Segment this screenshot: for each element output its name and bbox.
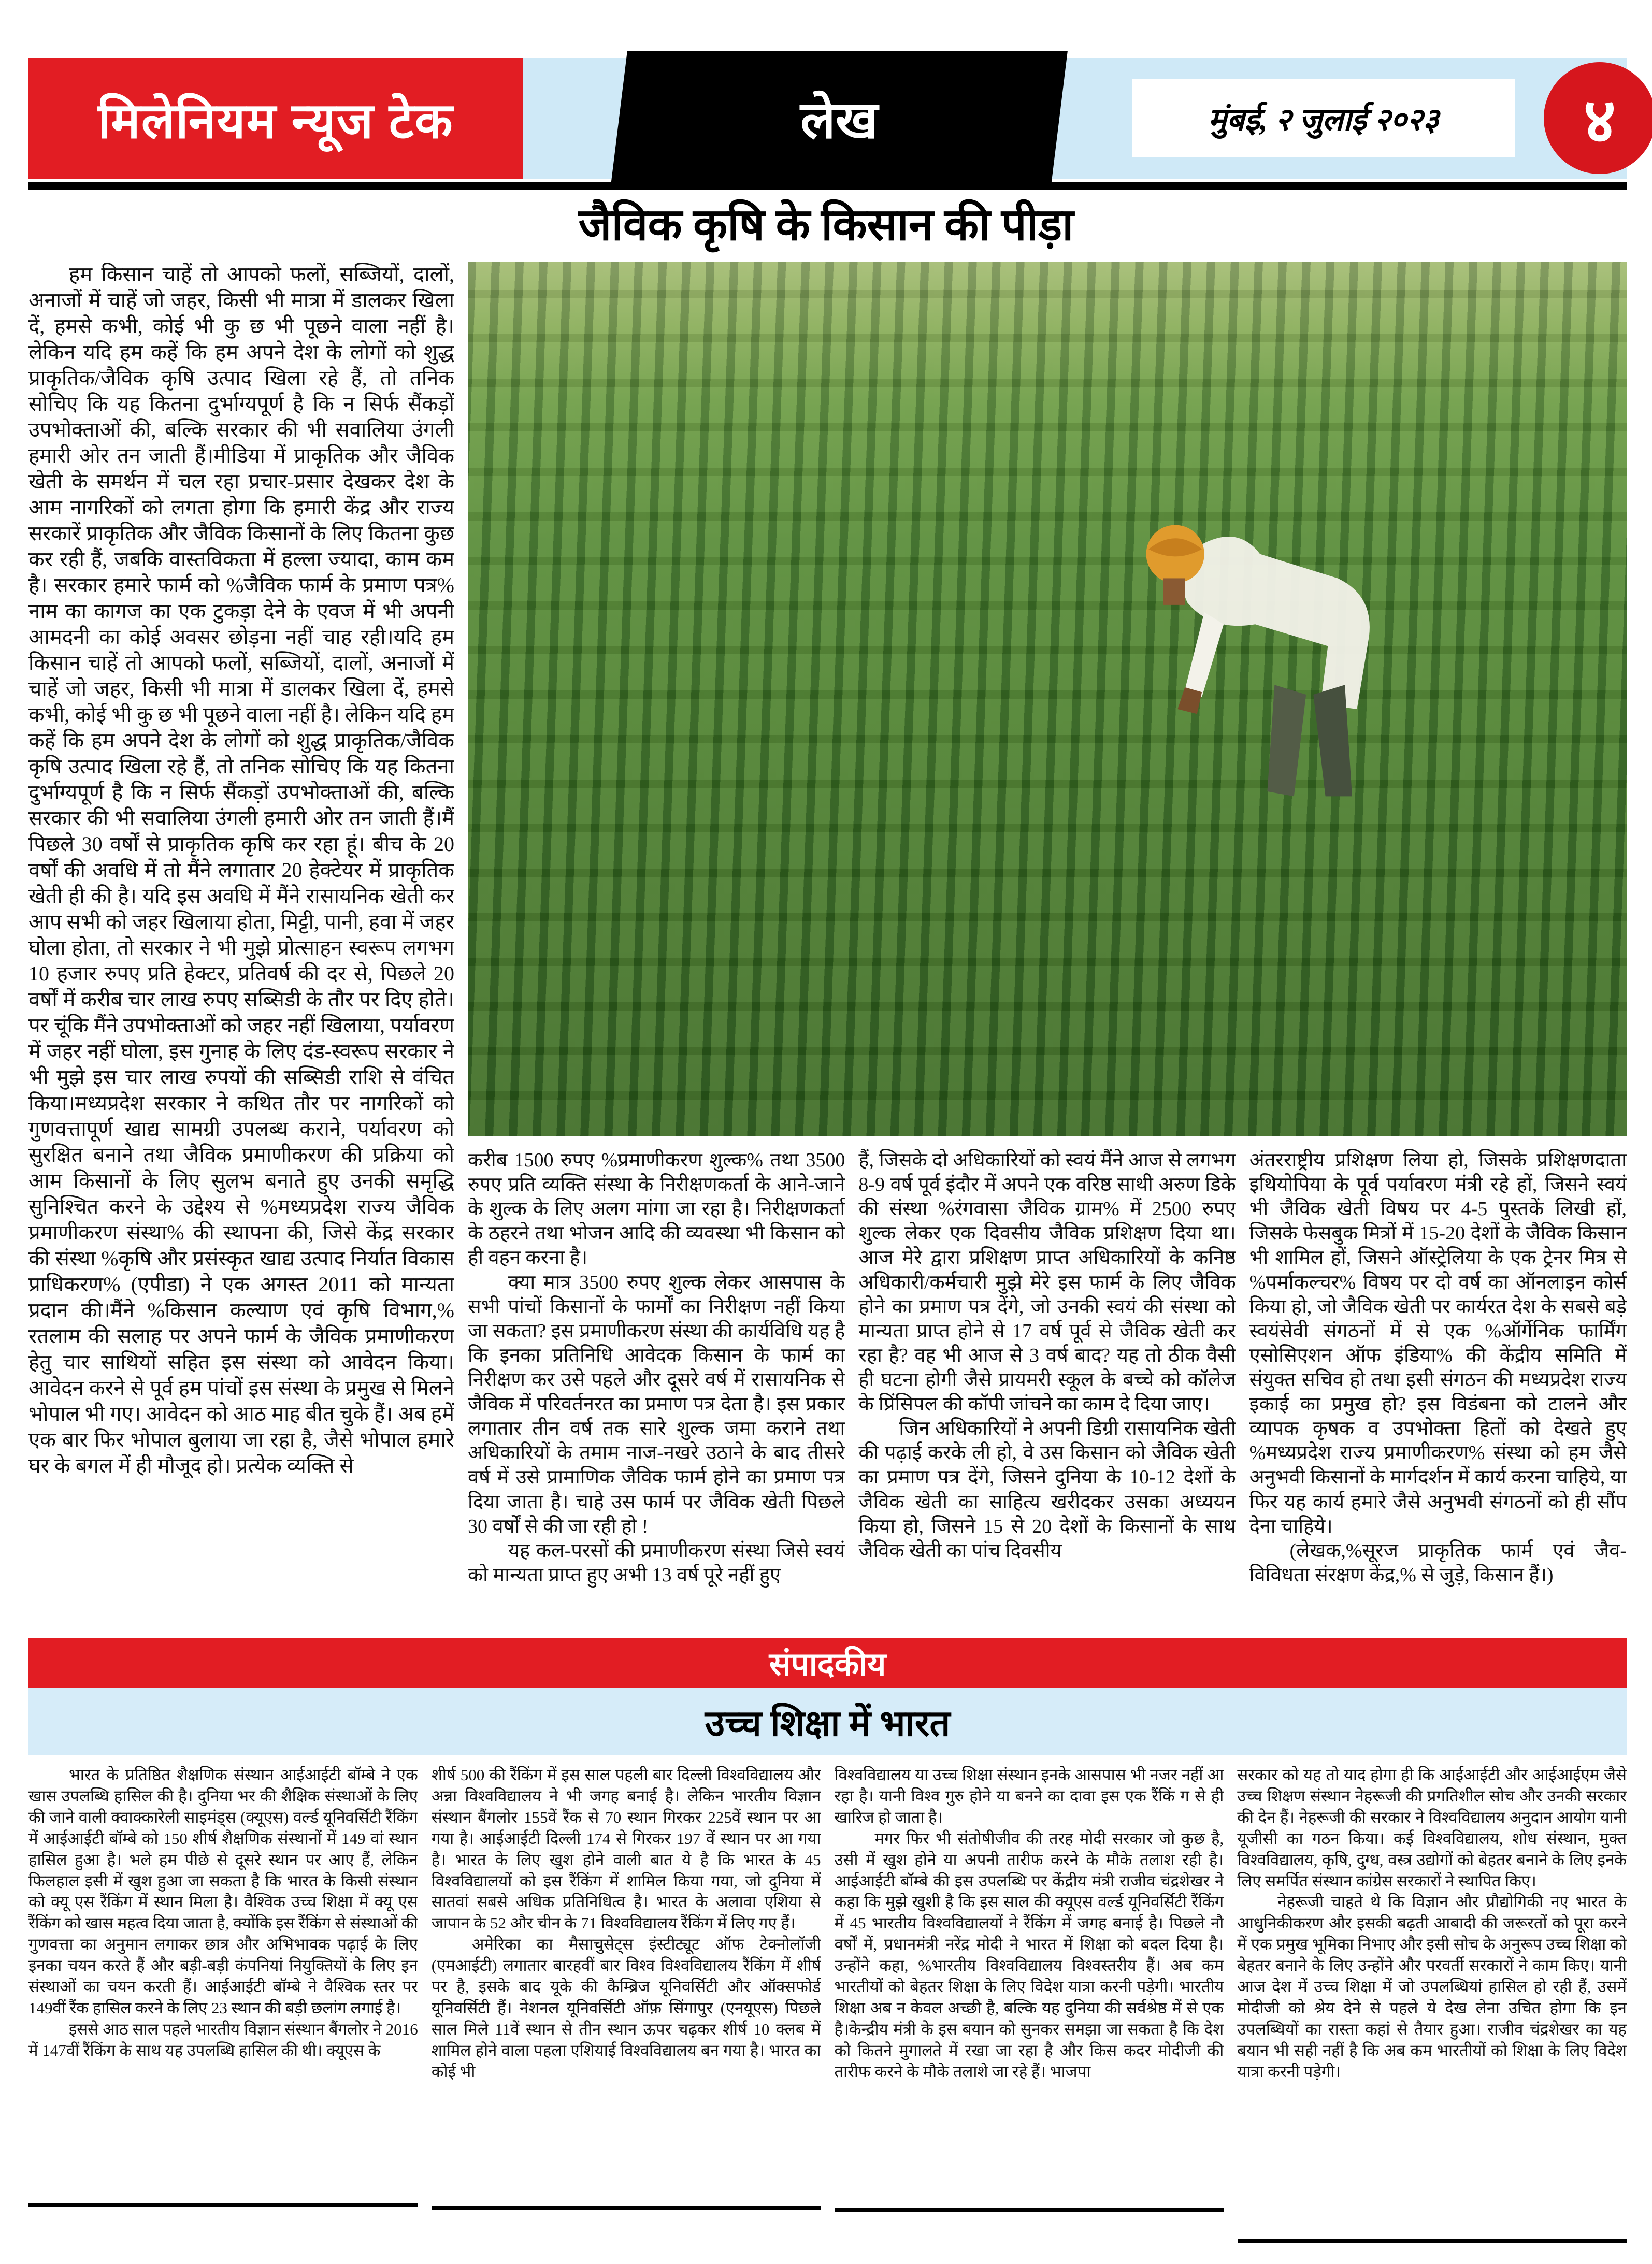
editorial-column-2 xyxy=(432,1765,821,2257)
article-column-1 xyxy=(28,262,454,1633)
editorial-headline-band xyxy=(28,1688,1627,1755)
article-paragraph: शीर्ष 500 की रैंकिंग में इस साल पहली बार दिल्ली विश्वविद्यालय और अन्ना विश्वविद्यालय ने भी जगह बनाई है। लेकिन भारतीय विज्ञान संस्थान बैंगलोर 155वें रैंक से 70 स्थान गिरकर 225वें स्थान पर आ गया है। आईआईटी दिल्ली 174 से गिरकर 197 वें स्थान पर आ गया है। भारत के लिए खुश होने वाली बात ये है कि भारत के 45 विश्वविद्यालयों को इस रैंकिंग में शामिल किया गया, जो दुनिया में सातवां सबसे अधिक प्रतिनिधित्व है। भारत के अलावा एशिया से जापान के 52 और चीन के 71 विश्वविद्यालय रैंकिंग में लिए गए हैं। xyxy=(431,1766,821,1933)
paper-name: मिलेनियम न्यूज टेक xyxy=(98,93,454,149)
editorial-column-3 xyxy=(835,1765,1224,2257)
article-paragraph: क्या मात्र 3500 रुपए शुल्क लेकर आसपास के सभी पांचों किसानों के फार्मों का निरीक्षण नहीं किया जा सकता? इस प्रमाणीकरण संस्था की कार्यविधि यह है कि इनका प्रतिनिधि आवेदक किसान के फार्म का निरीक्षण कर उसे पहले और दूसरे वर्ष में रासायनिक से जैविक में परिवर्तनरत का प्रमाण पत्र देता है। इस प्रकार लगातार तीन वर्ष तक सारे शुल्क जमा कराने तथा अधिकारियों के तमाम नाज-नखरे उठाने के बाद तीसरे वर्ष में उसे प्रामाणिक जैविक फार्म होने का प्रमाण पत्र दिया जाता है। चाहे उस फार्म पर जैविक खेती पिछले 30 वर्षों से की जा रही हो ! xyxy=(468,1271,845,1537)
section-label: लेख xyxy=(800,91,878,149)
article-paragraph: हम किसान चाहें तो आपको फलों, सब्जियों, दालों, अनाजों में चाहें जो जहर, किसी भी मात्रा में डालकर खिला दें, हमसे कभी, कोई भी कु छ भी पूछने वाला नहीं है। लेकिन यदि हम कहें कि हम अपने देश के लोगों को शुद्ध प्राकृतिक/जैविक कृषि उत्पाद खिला रहे हैं, तो तनिक सोचिए कि यह कितना दुर्भाग्यपूर्ण है कि न सिर्फ सैंकड़ों उपभोक्ताओं की, बल्कि सरकार की भी सवालिया उंगली हमारी ओर तन जाती हैं।मीडिया में प्राकृतिक और जैविक खेती के समर्थन में चल रहा प्रचार-प्रसार देखकर देश के आम नागरिकों को लगता होगा कि हमारी केंद्र और राज्य सरकारें प्राकृतिक और जैविक किसानों के लिए कितना कुछ कर रही हैं, जबकि वास्तविकता में हल्ला ज्यादा, काम कम है। सरकार हमारे फार्म को %जैविक फार्म के प्रमाण पत्र% नाम का कागज का एक टुकड़ा देने के एवज में भी अपनी आमदनी का कोई अवसर छोड़ना नहीं चाह रही।यदि हम किसान चाहें तो आपको फलों, सब्जियों, दालों, अनाजों में चाहें जो जहर, किसी भी मात्रा में डालकर खिला दें, हमसे कभी, कोई भी कु छ भी पूछने वाला नहीं है। लेकिन यदि हम कहें कि हम अपने देश के लोगों को शुद्ध प्राकृतिक/जैविक कृषि उत्पाद खिला रहे हैं, तो तनिक सोचिए कि यह कितना दुर्भाग्यपूर्ण है कि न सिर्फ सैंकड़ों उपभोक्ताओं की, बल्कि सरकार की भी सवालिया उंगली हमारी ओर तन जाती हैं।मैं पिछले 30 वर्षों से प्राकृतिक कृषि कर रहा हूं। बीच के 20 वर्षों की अवधि में तो मैंने लगातार 20 हेक्टेयर में प्राकृतिक खेती ही की है। यदि इस अवधि में मैंने रासायनिक खेती कर आप सभी को जहर खिलाया होता, मिट्टी, पानी, हवा में जहर घोला होता, तो सरकार ने भी मुझे प्रोत्साहन स्वरूप लगभग 10 हजार रुपए प्रति हेक्टर, प्रतिवर्ष की दर से, पिछले 20 वर्षों में करीब चार लाख रुपए सब्सिडी के तौर पर दिए होते। पर चूंकि मैंने उपभोक्ताओं को जहर नहीं खिलाया, पर्यावरण में जहर नहीं घोला, इस गुनाह के लिए दंड-स्वरूप सरकार ने भी मुझे इस चार लाख रुपयों की सब्सिडी राशि से वंचित किया।मध्यप्रदेश सरकार ने कथित तौर पर नागरिकों को गुणवत्तापूर्ण खाद्य सामग्री उपलब्ध कराने, पर्यावरण को सुरक्षित बनाने तथा जैविक प्रमाणीकरण की प्रक्रिया को आम किसानों के लिए सुलभ बनाते हुए उनकी समृद्धि सुनिश्चित करने के उद्देश्य से %मध्यप्रदेश राज्य जैविक प्रमाणीकरण संस्था% की स्थापना की, जिसे केंद्र सरकार की संस्था %कृषि और प्रसंस्कृत खाद्य उत्पाद निर्यात विकास प्राधिकरण% (एपीडा) ने एक अगस्त 2011 को मान्यता प्रदान की।मैंने %किसान कल्याण एवं कृषि विभाग,% रतलाम की सलाह पर अपने फार्म के जैविक प्रमाणीकरण हेतु चार साथियों सहित इस संस्था को आवेदन किया। आवेदन करने से पूर्व हम पांचों इस संस्था के प्रमुख से मिलने भोपाल भी गए। आवेदन को आठ माह बीत चुके हैं। अब हमें एक बार फिर भोपाल बुलाया जा रहा है, जैसे भोपाल हमारे घर के बगल में ही मौजूद हो। प्रत्येक व्यक्ति से xyxy=(28,263,454,1477)
article-column-3 xyxy=(858,1148,1236,1633)
article-paragraph: (लेखक,%सूरज प्राकृतिक फार्म एवं जैव-विविधता संरक्षण केंद्र,% से जुड़े, किसान हैं।) xyxy=(1249,1539,1627,1586)
article-paragraph: करीब 1500 रुपए %प्रमाणीकरण शुल्क% तथा 3500 रुपए प्रति व्यक्ति संस्था के निरीक्षणकर्ता के आने-जाने के शुल्क के लिए अलग मांगा जा रहा है। निरीक्षणकर्ता के ठहरने तथा भोजन आदि की व्यवस्था भी किसान को ही वहन करना है। xyxy=(468,1149,845,1269)
column-end-rule xyxy=(28,2203,418,2207)
column-end-rule xyxy=(1238,2239,1627,2243)
article-paragraph: भारत के प्रतिष्ठित शैक्षणिक संस्थान आईआईटी बॉम्बे ने एक खास उपलब्धि हासिल की है। दुनिया भर की शैक्षिक संस्थाओं के लिए की जाने वाली क्वाक्कारेली साइमंड्स (क्यूएस) वर्ल्ड यूनिवर्सिटी रैंकिंग में आईआईटी बॉम्बे को 150 शीर्ष शैक्षणिक संस्थानों में 149 वां स्थान हासिल हुआ है। भले हम पीछे से दूसरे स्थान पर आए हैं, लेकिन फिलहाल इसी में खुश हुआ जा सकता है कि भारत के किसी संस्थान को क्यू एस रैंकिंग में स्थान मिला है। वैश्विक उच्च शिक्षा में क्यू एस रैंकिंग को खास महत्व दिया जाता है, क्योंकि इस रैंकिंग से संस्थाओं की गुणवत्ता का अनुमान लगाकर छात्र और अभिभावक पढ़ाई के लिए इनका चयन करते हैं और बड़ी-बड़ी कंपनियां नियुक्तियों के लिए इन संस्थाओं का चयन करती हैं। आईआईटी बॉम्बे ने वैश्विक स्तर पर 149वीं रैंक हासिल करने के लिए 23 स्थान की बड़ी छलांग लगाई है। xyxy=(28,1766,418,2017)
article-paragraph: यह कल-परसों की प्रमाणीकरण संस्था जिसे स्वयं को मान्यता प्राप्त हुए अभी 13 वर्ष पूरे नहीं हुए xyxy=(468,1539,845,1586)
page-number: ४ xyxy=(1583,86,1616,155)
main-article xyxy=(28,262,1627,1633)
article-right-area xyxy=(468,262,1627,1633)
paper-name-box xyxy=(28,58,523,179)
column-end-rule xyxy=(835,2208,1224,2212)
article-paragraph: सरकार को यह तो याद होगा ही कि आईआईटी और आईआईएम जैसे उच्च शिक्षण संस्थान नेहरूजी की प्रगतिशील सोच और उनकी सरकार की देन हैं। नेहरूजी की सरकार ने विश्वविद्यालय अनुदान आयोग यानी यूजीसी का गठन किया। कई विश्वविद्यालय, शोध संस्थान, मुक्त विश्वविद्यालय, कृषि, दुग्ध, वस्त्र उद्योगों को बेहतर बनाने के लिए इनके लिए समर्पित संस्थान कांग्रेस सरकारों ने स्थापित किए। xyxy=(1237,1766,1627,1890)
article-photo xyxy=(468,262,1627,1136)
article-column-4 xyxy=(1249,1148,1627,1633)
column-end-rule xyxy=(432,2206,821,2210)
farmer-figure xyxy=(955,384,1488,909)
masthead-divider xyxy=(28,182,1627,190)
date-line: मुंबई, २ जुलाई २०२३ xyxy=(1208,103,1439,137)
article-paragraph: हैं, जिसके दो अधिकारियों को स्वयं मैंने आज से लगभग 8-9 वर्ष पूर्व इंदौर में अपने एक वरिष्ठ साथी अरुण डिके की संस्था %रंगवासा जैविक ग्राम% में 2500 रुपए शुल्क लेकर एक दिवसीय जैविक प्रशिक्षण दिया था। आज मेरे द्वारा प्रशिक्षण प्राप्त अधिकारियों के कनिष्ठ अधिकारी/कर्मचारी मुझे मेरे इस फार्म के लिए जैविक होने का प्रमाण पत्र देंगे, जो उनकी स्वयं की संस्था को मान्यता प्राप्त होने से 17 वर्ष पूर्व से जैविक खेती कर रहा है? वह भी आज से 3 वर्ष बाद? यह तो ठीक वैसी ही घटना होगी जैसे प्रायमरी स्कूल के बच्चे को कॉलेज के प्रिंसिपल की कॉपी जांचने का काम दे दिया जाए। xyxy=(858,1149,1236,1416)
date-box xyxy=(1132,79,1515,157)
article-paragraph: जिन अधिकारियों ने अपनी डिग्री रासायनिक खेती की पढ़ाई करके ली हो, वे उस किसान को जैविक खेती का प्रमाण पत्र देंगे, जिसने दुनिया के 10-12 देशों के जैविक खेती का साहित्य खरीदकर उसका अध्ययन किया हो, जिसने 15 से 20 देशों के किसानों के साथ जैविक खेती का पांच दिवसीय xyxy=(858,1418,1236,1562)
editorial-bar xyxy=(28,1638,1627,1688)
article-paragraph: अंतरराष्ट्रीय प्रशिक्षण लिया हो, जिसके प्रशिक्षणदाता इथियोपिया के पूर्व पर्यावरण मंत्री रहे हों, जिसने स्वयं भी जैविक खेती विषय पर 4-5 पुस्तकें लिखी हों, जिसके फेसबुक मित्रों में 15-20 देशों के जैविक किसान भी शामिल हों, जिसने ऑस्ट्रेलिया के एक ट्रेनर मित्र से %पर्माकल्चर% विषय पर दो वर्ष का ऑनलाइन कोर्स किया हो, जो जैविक खेती पर कार्यरत देश के सबसे बड़े स्वयंसेवी संगठनों में से एक %ऑर्गेनिक फार्मिंग एसोसिएशन ऑफ इंडिया% की केंद्रीय समिति में संयुक्त सचिव हो तथा इसी संगठन की मध्यप्रदेश राज्य इकाई का प्रमुख हो? इस विडंबना को टालने और व्यापक कृषक व उपभोक्ता हितों को देखते हुए %मध्यप्रदेश राज्य प्रमाणीकरण% संस्था को हम जैसे अनुभवी किसानों के मार्गदर्शन में कार्य करना चाहिये, या फिर यह कार्य हमारे जैसे अनुभवी संगठनों को ही सौंप देना चाहिये। xyxy=(1249,1149,1627,1537)
editorial-column-4 xyxy=(1237,1765,1627,2257)
article-paragraph: अमेरिका का मैसाचुसेट्स इंस्टीट्यूट ऑफ टेक्नोलॉजी (एमआईटी) लगातार बारहवीं बार विश्व विश्वविद्यालय रैंकिंग में शीर्ष पर है, इसके बाद यूके की कैम्ब्रिज यूनिवर्सिटी और ऑक्सफोर्ड यूनिवर्सिटी हैं। नेशनल यूनिवर्सिटी ऑफ़ सिंगापुर (एनयूएस) पिछले साल मिले 11वें स्थान से तीन स्थान ऊपर चढ़कर शीर्ष 10 क्लब में शामिल होने वाला पहला एशियाई विश्वविद्यालय बन गया है। भारत का कोई भी xyxy=(431,1935,821,2081)
section-flag xyxy=(611,51,1068,185)
article-lower-columns xyxy=(468,1148,1627,1633)
masthead xyxy=(28,58,1627,179)
editorial-columns xyxy=(28,1765,1627,2257)
editorial-headline: उच्च शिक्षा में भारत xyxy=(705,1704,951,1744)
editorial-column-1 xyxy=(28,1765,418,2257)
article-headline: जैविक कृषि के किसान की पीड़ा xyxy=(578,200,1074,250)
article-column-2 xyxy=(468,1148,845,1633)
article-paragraph: नेहरूजी चाहते थे कि विज्ञान और प्रौद्योगिकी नए भारत के आधुनिकीकरण और इसकी बढ़ती आबादी की जरूरतों को पूरा करने में एक प्रमुख भूमिका निभाए और इसी सोच के अनुरूप उच्च शिक्षा को बेहतर बनाने के लिए उन्होंने और परवर्ती सरकारों ने काम किए। यानी आज देश में उच्च शिक्षा में जो उपलब्धियां हासिल हो रही हैं, उसमें मोदीजी को श्रेय देने से पहले ये देख लेना उचित होगा कि इन उपलब्धियों का रास्ता कहां से तैयार हुआ। राजीव चंद्रशेखर का यह बयान भी सही नहीं है कि अब कम भारतीयों को शिक्षा के लिए विदेश यात्रा करनी पड़ेगी। xyxy=(1237,1893,1627,2081)
article-paragraph: इससे आठ साल पहले भारतीय विज्ञान संस्थान बैंगलोर ने 2016 में 147वीं रैंकिंग के साथ यह उपलब्धि हासिल की थी। क्यूएस के xyxy=(28,2020,418,2059)
article-paragraph: मगर फिर भी संतोषीजीव की तरह मोदी सरकार जो कुछ है, उसी में खुश होने या अपनी तारीफ करने के मौके तलाश रही है। आईआईटी बॉम्बे की इस उपलब्धि पर केंद्रीय मंत्री राजीव चंद्रशेखर ने कहा कि मुझे खुशी है कि इस साल की क्यूएस वर्ल्ड यूनिवर्सिटी रैंकिंग में 45 भारतीय विश्वविद्यालयों ने रैंकिंग में जगह बनाई है। पिछले नौ वर्षों में, प्रधानमंत्री नरेंद्र मोदी ने भारत में शिक्षा को बदल दिया है। उन्होंने कहा, %भारतीय विश्वविद्यालय विश्वस्तरीय हैं। अब कम भारतीयों को बेहतर शिक्षा के लिए विदेश यात्रा करनी पड़ेगी। भारतीय शिक्षा अब न केवल अच्छी है, बल्कि यह दुनिया की सर्वश्रेष्ठ में से एक है।केन्द्रीय मंत्री के इस बयान को सुनकर समझा जा सकता है कि देश को कितने मुगालते में रखा जा रहा है और किस कदर मोदीजी की तारीफ करने के मौके तलाशे जा रहे हैं। भाजपा xyxy=(834,1829,1224,2081)
article-paragraph: विश्वविद्यालय या उच्च शिक्षा संस्थान इनके आसपास भी नजर नहीं आ रहा है। यानी विश्व गुरु होने या बनने का दावा इस एक रैंकिं ग से ही खारिज हो जाता है। xyxy=(834,1766,1224,1826)
editorial-section-title: संपादकीय xyxy=(769,1647,886,1682)
page-number-badge xyxy=(1544,62,1652,174)
editorial-section xyxy=(28,1638,1627,2264)
